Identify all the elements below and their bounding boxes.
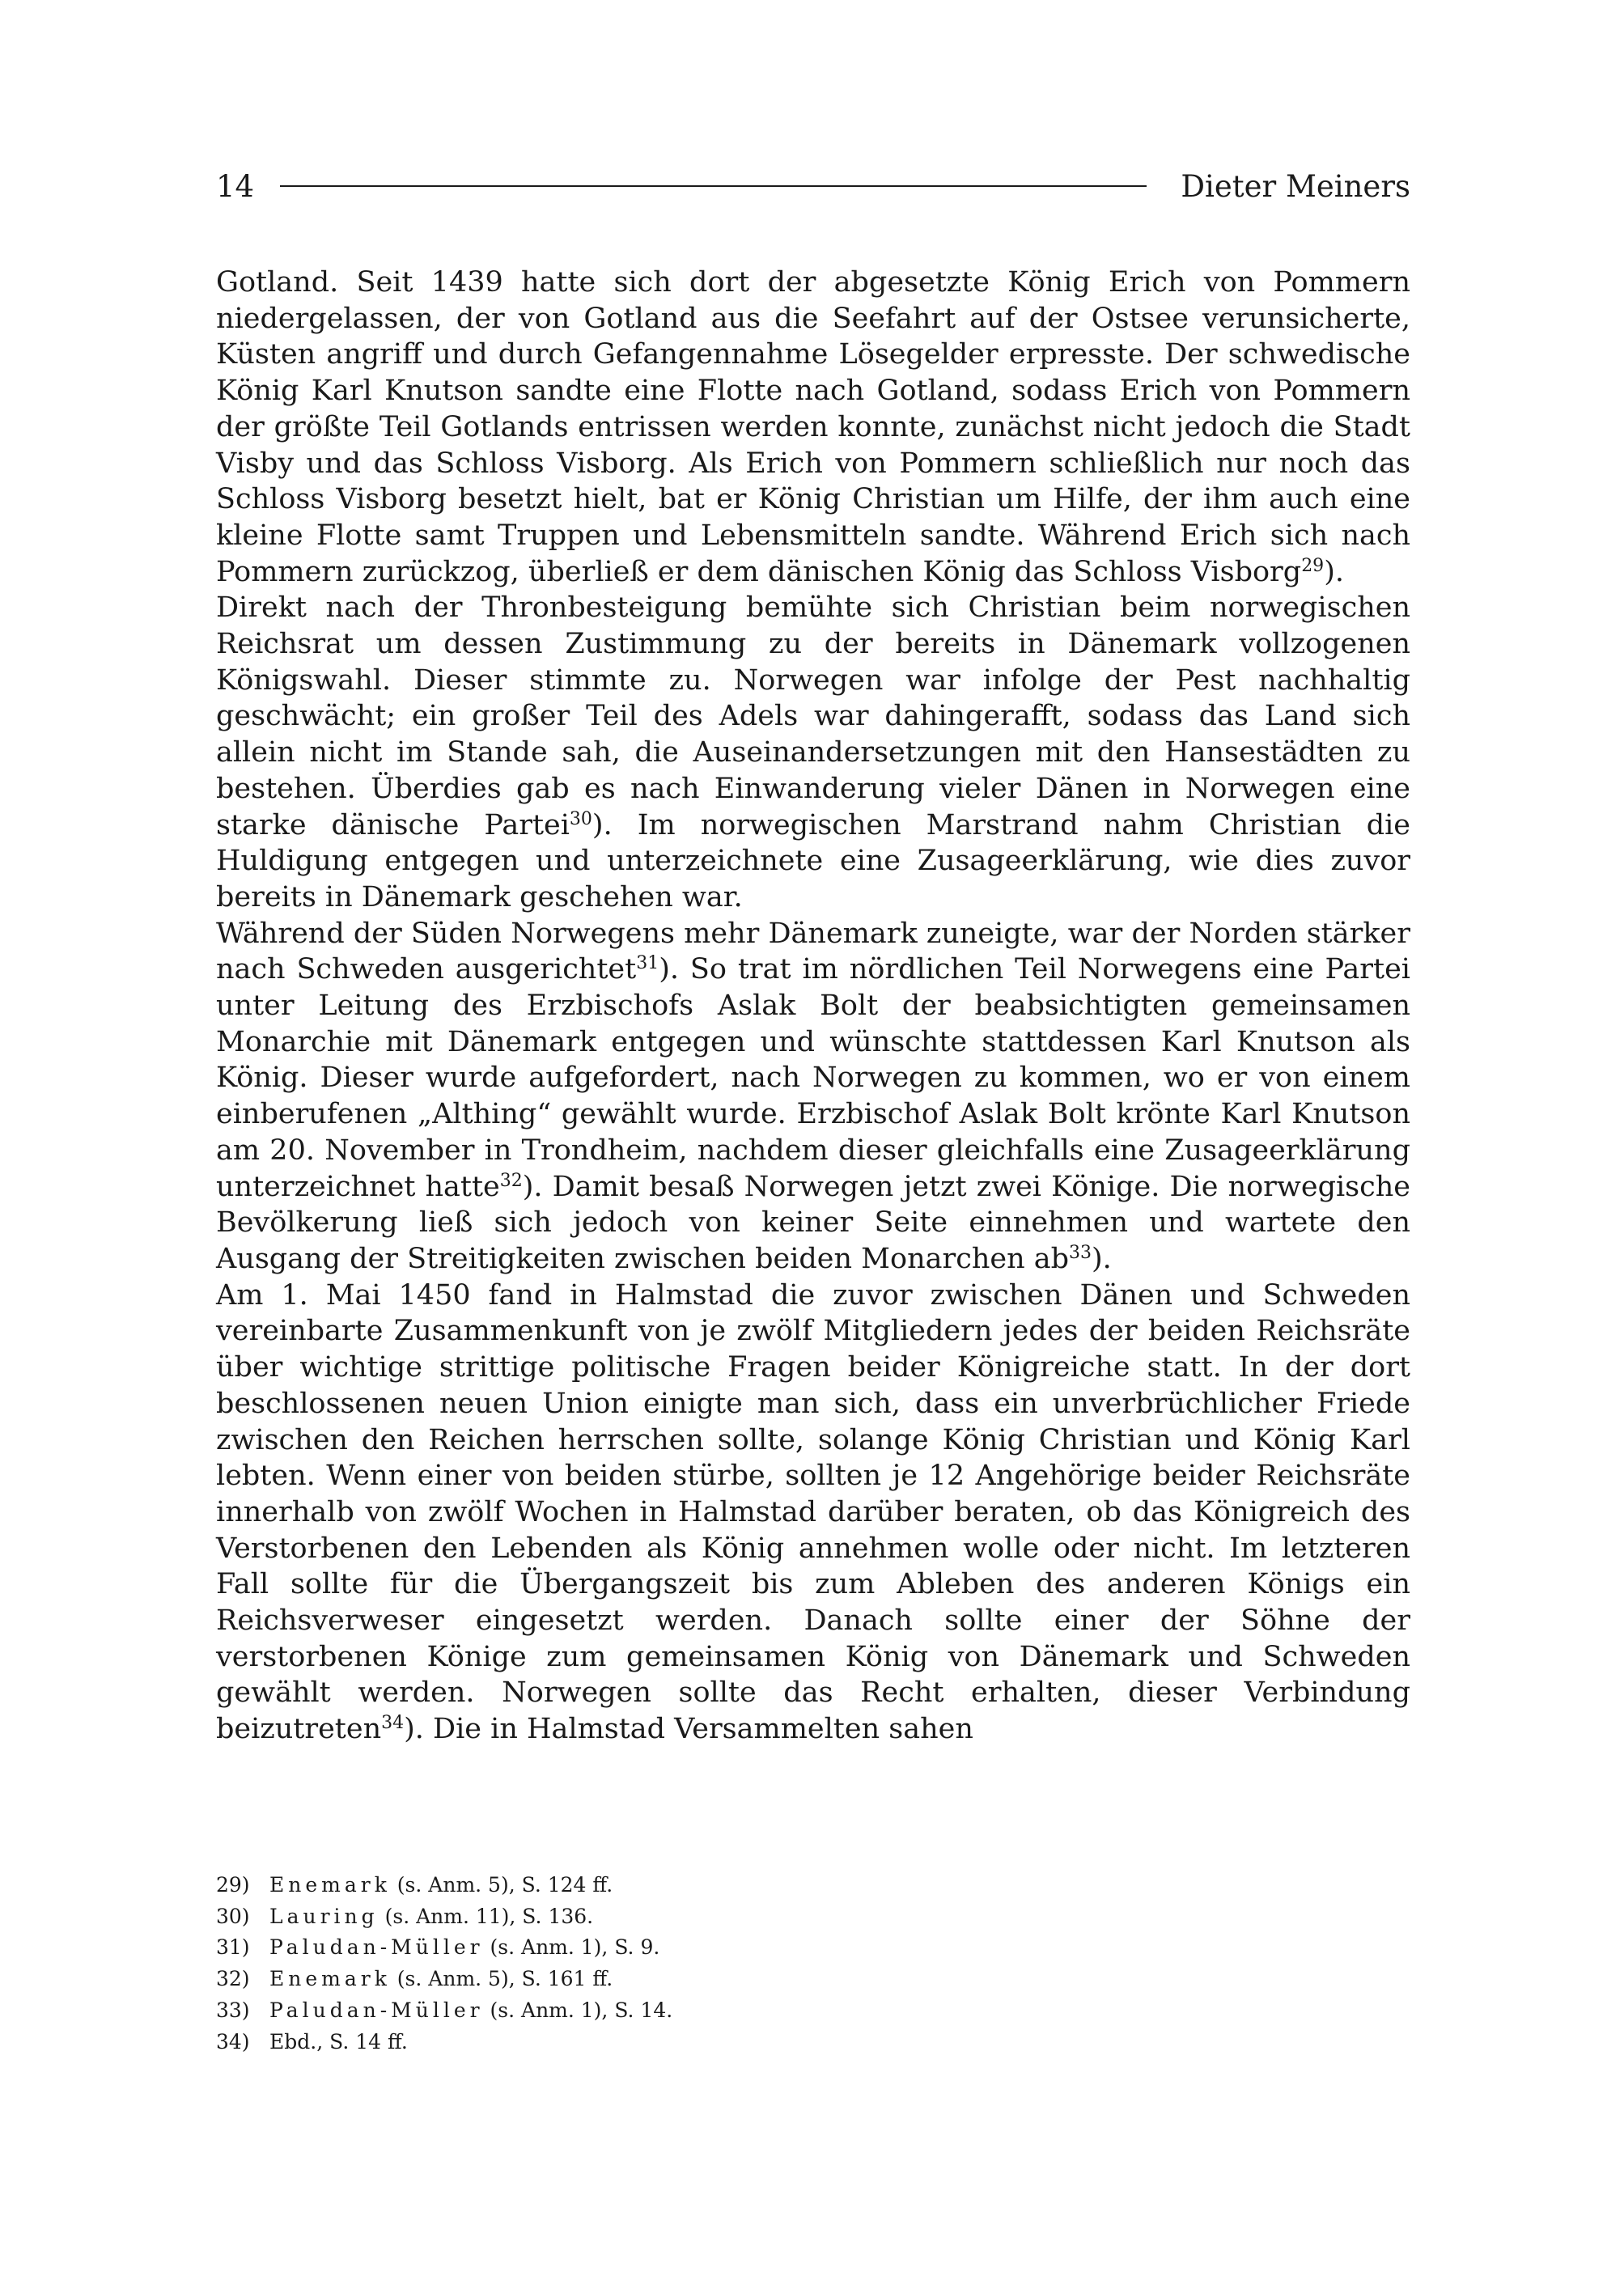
paragraph-text: Direkt nach der Thronbesteigung bemühte sich Christian beim norwegischen Reichsrat um dessen Zustimmung zu der bereits in Dänemark vollzogenen Königswahl. Dieser stimmte zu. Norwegen war infolge der Pest nachhaltig geschwächt; ein großer Teil des Adels war dahingerafft, sodass das Land sich allein nicht im Stande sah, die Auseinandersetzungen mit den Hansestädten zu bestehen. Überdies gab es nach Einwanderung vieler Dänen in Norwegen eine starke dänische Partei (216, 591, 1410, 841)
footnote-text (269, 2027, 408, 2058)
footnote-reference: Ebd., S. 14 ff. (269, 2029, 408, 2054)
paragraph-text: Am 1. Mai 1450 fand in Halmstad die zuvor zwischen Dänen und Schweden vereinbarte Zusammenkunft von je zwölf Mitgliedern jedes der beiden Reichsräte über wichtige strittige politische Fragen beider Königreiche statt. In der dort beschlossenen neuen Union einigte man sich, dass ein unverbrüchlicher Friede zwischen den Reichen herrschen sollte, solange König Christian und König Karl lebten. Wenn einer von beiden stürbe, sollten je 12 Angehörige beider Reichsräte innerhalb von zwölf Wochen in Halmstad darüber beraten, ob das Königreich des Verstorbenen den Lebenden als König annehmen wolle oder nicht. Im letzteren Fall sollte für die Übergangszeit bis zum Ableben des anderen Königs ein Reichsverweser eingesetzt werden. Danach sollte einer der Söhne der verstorbenen Könige zum gemeinsamen König von Dänemark und Schweden gewählt werden. Norwegen sollte das Recht erhalten, dieser Verbindung beizutreten (216, 1278, 1410, 1746)
paragraph-text: ). Im norwegischen Marstrand nahm Christian die Huldigung entgegen und unterzeichnete eine Zusageerklärung, wie dies zuvor bereits in Dänemark geschehen war. (216, 808, 1410, 913)
paragraph-text: ). Die in Halmstad Versammelten sahen (404, 1713, 973, 1746)
paragraph-text: ). (1092, 1242, 1112, 1275)
footnote-number: 34) (216, 2029, 250, 2054)
footnotes (216, 1870, 1410, 2058)
paragraph (216, 590, 1410, 915)
footnote-number: 32) (216, 1967, 250, 1991)
footnote-marker: 30 (569, 808, 592, 829)
body-text (216, 265, 1410, 1748)
footnote-reference: (s. Anm. 5), S. 124 ff. (390, 1873, 613, 1897)
footnote-text (269, 1870, 613, 1901)
footnote-marker: 34 (381, 1713, 405, 1734)
footnote-author: Paludan-Müller (269, 1935, 484, 1960)
footnote-marker: 29 (1301, 555, 1325, 576)
footnote (216, 1870, 1410, 1901)
paragraph (216, 265, 1410, 590)
footnote (216, 1995, 1410, 2027)
footnote-reference: (s. Anm. 1), S. 9. (483, 1935, 660, 1960)
paragraph (216, 1278, 1410, 1748)
footnote-text (269, 1901, 593, 1933)
paragraph-text: Während der Süden Norwegens mehr Dänemark zuneigte, war der Norden stärker nach Schweden ausgerichtet (216, 917, 1410, 986)
footnote-marker: 31 (636, 953, 659, 974)
paragraph-text: ). So trat im nördlichen Teil Norwegens eine Partei unter Leitung des Erzbischofs Aslak Bolt der beabsichtigten gemeinsamen Monarchie mit Dänemark entgegen und wünschte stattdessen Karl Knutson als König. Dieser wurde aufgefordert, nach Norwegen zu kommen, wo er von einem einberufenen „Althing“ gewählt wurde. Erzbischof Aslak Bolt krönte Karl Knutson am 20. November in Trondheim, nachdem dieser gleichfalls eine Zusageerklärung unterzeichnet hatte (216, 953, 1410, 1203)
footnote-author: Paludan-Müller (269, 1998, 484, 2022)
paragraph-text: Gotland. Seit 1439 hatte sich dort der abgesetzte König Erich von Pommern niedergelassen, der von Gotland aus die Seefahrt auf der Ostsee verunsicherte, Küsten angriff und durch Gefangennahme Lösegelder erpresste. Der schwedische König Karl Knutson sandte eine Flotte nach Gotland, sodass Erich von Pommern der größte Teil Gotlands entrissen werden konnte, zunächst nicht jedoch die Stadt Visby und das Schloss Visborg. Als Erich von Pommern schließlich nur noch das Schloss Visborg besetzt hielt, bat er König Christian um Hilfe, der ihm auch eine kleine Flotte samt Truppen und Lebensmitteln sandte. Während Erich sich nach Pommern zurückzog, überließ er dem dänischen König das Schloss Visborg (216, 266, 1410, 588)
paragraph-text: ). Damit besaß Norwegen jetzt zwei Könige. Die norwegische Bevölkerung ließ sich jedoch von keiner Seite einnehmen und wartete den Ausgang der Streitigkeiten zwischen beiden Monarchen ab (216, 1170, 1410, 1275)
footnote-number: 30) (216, 1904, 250, 1928)
paragraph-text: ). (1324, 555, 1344, 588)
footnote-author: Lauring (269, 1904, 379, 1928)
running-head-author: Dieter Meiners (1181, 168, 1410, 204)
footnote-number: 29) (216, 1873, 250, 1897)
footnote-author: Enemark (269, 1967, 391, 1991)
footnote-text (269, 1932, 659, 1964)
footnote-number: 33) (216, 1998, 250, 2022)
footnote-marker: 33 (1069, 1242, 1092, 1263)
header-rule (280, 185, 1147, 187)
footnote-reference: (s. Anm. 1), S. 14. (483, 1998, 673, 2022)
page-number: 14 (216, 168, 255, 204)
footnote (216, 2027, 1410, 2058)
footnote-text (269, 1995, 672, 2027)
footnote (216, 1932, 1410, 1964)
footnote-reference: (s. Anm. 5), S. 161 ff. (390, 1967, 613, 1991)
footnote-text (269, 1964, 613, 1995)
footnote-reference: (s. Anm. 11), S. 136. (378, 1904, 594, 1928)
running-head (216, 162, 1410, 210)
footnote-marker: 32 (499, 1170, 523, 1191)
footnote (216, 1964, 1410, 1995)
footnote-author: Enemark (269, 1873, 391, 1897)
paragraph (216, 916, 1410, 1278)
footnote-number: 31) (216, 1935, 250, 1960)
footnote (216, 1901, 1410, 1933)
